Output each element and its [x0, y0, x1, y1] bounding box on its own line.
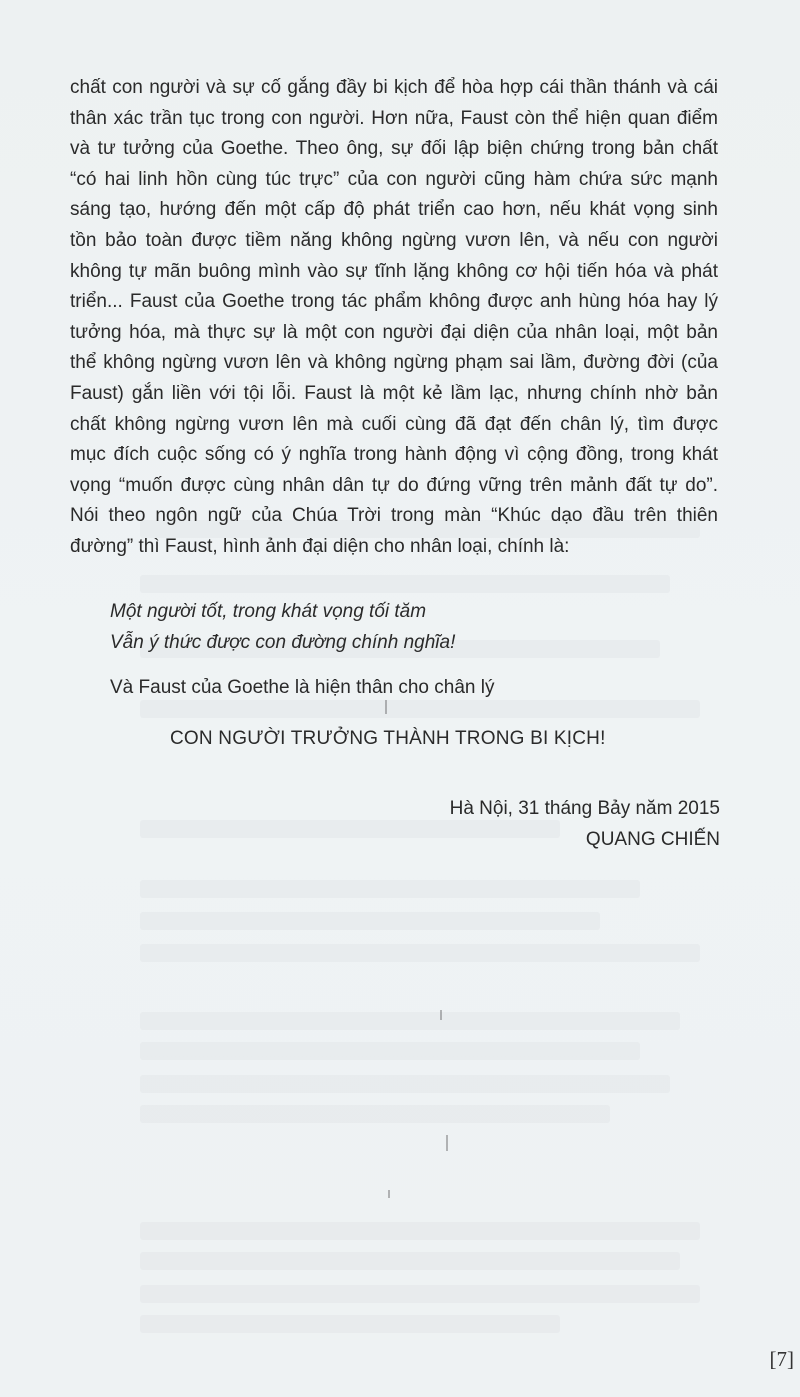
paragraph-line: chất không ngừng vươn lên mà cuối cùng đã đạt đến chân lý, tìm được	[70, 413, 718, 435]
main-paragraph	[70, 73, 718, 563]
page-number: [7]	[769, 1347, 794, 1371]
paragraph-line: đường” thì Faust, hình ảnh đại diện cho nhân loại, chính là:	[70, 535, 570, 557]
scan-speck	[446, 1135, 448, 1151]
paragraph-line: “có hai linh hồn cùng túc trực” của con người cũng hàm chứa sức mạnh	[70, 168, 718, 190]
signoff	[450, 793, 720, 855]
scan-speck	[385, 700, 387, 714]
paragraph-line: và tư tưởng của Goethe. Theo ông, sự đối lập biện chứng trong bản chất	[70, 138, 718, 160]
verse-line: Vẫn ý thức được con đường chính nghĩa!	[110, 632, 456, 653]
conclusion-headline: CON NGƯỜI TRƯỞNG THÀNH TRONG BI KỊCH!	[170, 728, 606, 749]
verse-line: Một người tốt, trong khát vọng tối tăm	[110, 601, 427, 622]
paragraph-line: sáng tạo, hướng đến một cấp độ phát triển cao hơn, nếu khát vọng sinh	[70, 199, 718, 221]
paragraph-line: không tự mãn buông mình vào sự tĩnh lặng không cơ hội tiến hóa và phát	[70, 260, 718, 282]
paragraph-line: vọng “muốn được cùng nhân dân tự do đứng vững trên mảnh đất tự do”.	[70, 474, 718, 496]
paragraph-line: tưởng hóa, mà thực sự là một con người đại diện của nhân loại, một bản	[70, 321, 718, 343]
closing-line: Và Faust của Goethe là hiện thân cho chân lý	[110, 677, 495, 698]
paragraph-line: Faust) gắn liền với tội lỗi. Faust là một kẻ lầm lạc, nhưng chính nhờ bản	[70, 382, 718, 404]
verse-quote	[110, 596, 455, 658]
scan-speck	[440, 1010, 442, 1020]
paragraph-line: triển... Faust của Goethe trong tác phẩm không được anh hùng hóa hay lý	[70, 291, 718, 313]
place-date: Hà Nội, 31 tháng Bảy năm 2015	[449, 798, 720, 819]
paragraph-line: chất con người và sự cố gắng đầy bi kịch để hòa hợp cái thần thánh và cái	[70, 77, 718, 98]
paragraph-line: tồn bảo toàn được tiềm năng không ngừng vươn lên, và nếu con người	[70, 229, 718, 251]
scan-speck	[388, 1190, 390, 1198]
paragraph-line: Nói theo ngôn ngữ của Chúa Trời trong màn “Khúc dạo đầu trên thiên	[70, 505, 718, 527]
paragraph-line: mục đích cuộc sống có ý nghĩa trong hành động vì cộng đồng, trong khát	[70, 444, 718, 466]
author-name: QUANG CHIẾN	[585, 829, 720, 850]
paragraph-line: thể không ngừng vươn lên và không ngừng phạm sai lầm, đường đời (của	[70, 352, 718, 374]
paragraph-line: thân xác trần tục trong con người. Hơn nữa, Faust còn thể hiện quan điểm	[70, 107, 718, 129]
